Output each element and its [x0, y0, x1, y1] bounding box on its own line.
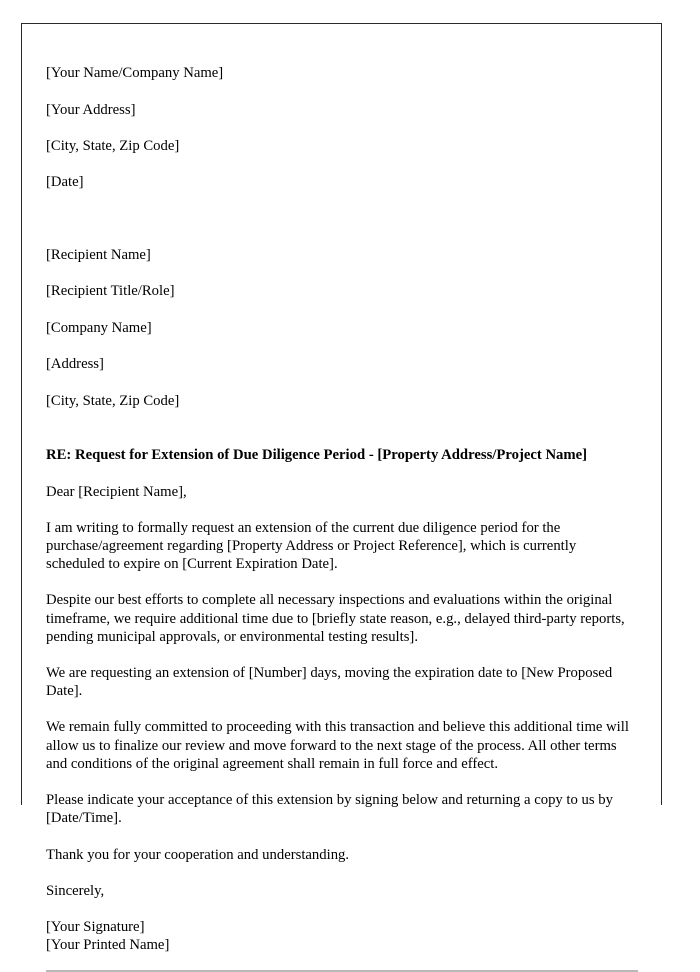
body-paragraph-4: We remain fully committed to proceeding with this transaction and believe this additional time will allow us to finalize our review and move forward to the next stage of the process. All other terms and conditions of the original agreement shall remain in full force and effect. [46, 719, 629, 772]
sender-name-line: [Your Name/Company Name] [46, 65, 224, 82]
sender-date-line: [Date] [46, 174, 84, 191]
sender-street-line: [Your Address] [46, 101, 136, 118]
body-paragraph-2: Despite our best efforts to complete all necessary inspections and evaluations within the original timeframe, we require additional time due to [briefly state reason, e.g., delayed third-party reports, pending municipal approvals, or environmental testing results]. [46, 592, 625, 645]
recipient-title-line: [Recipient Title/Role] [46, 283, 175, 300]
sender-city-line: [City, State, Zip Code] [46, 138, 180, 155]
printed-name-line: [Your Printed Name] [46, 937, 170, 954]
closing-line: Sincerely, [46, 882, 105, 899]
recipient-company-line: [Company Name] [46, 319, 152, 336]
document-page [21, 23, 662, 954]
recipient-name-line: [Recipient Name] [46, 247, 151, 264]
body-paragraph-5: Please indicate your acceptance of this extension by signing below and returning a copy to us by [Date/Time]. [46, 792, 613, 827]
recipient-address-block [46, 228, 637, 428]
sender-address-block [46, 46, 637, 210]
body-paragraph-1: I am writing to formally request an extension of the current due diligence period for the purchase/agreement regarding [Property Address or Project Reference], which is currently scheduled to expire on [Current Expiration Date]. [46, 519, 577, 573]
signature-placeholder-line: [Your Signature] [46, 918, 145, 935]
subject-line: RE: Request for Extension of Due Diligence Period - [Property Address/Project Name] [46, 447, 588, 464]
body-paragraph-6: Thank you for your cooperation and understanding. [46, 846, 350, 863]
body-paragraph-3: We are requesting an extension of [Number] days, moving the expiration date to [New Proposed Date]. [46, 665, 613, 700]
document-body [22, 24, 661, 972]
salutation: Dear [Recipient Name], [46, 483, 187, 500]
signature-block [46, 918, 637, 954]
recipient-street-line: [Address] [46, 356, 104, 373]
recipient-city-line: [City, State, Zip Code] [46, 392, 180, 409]
